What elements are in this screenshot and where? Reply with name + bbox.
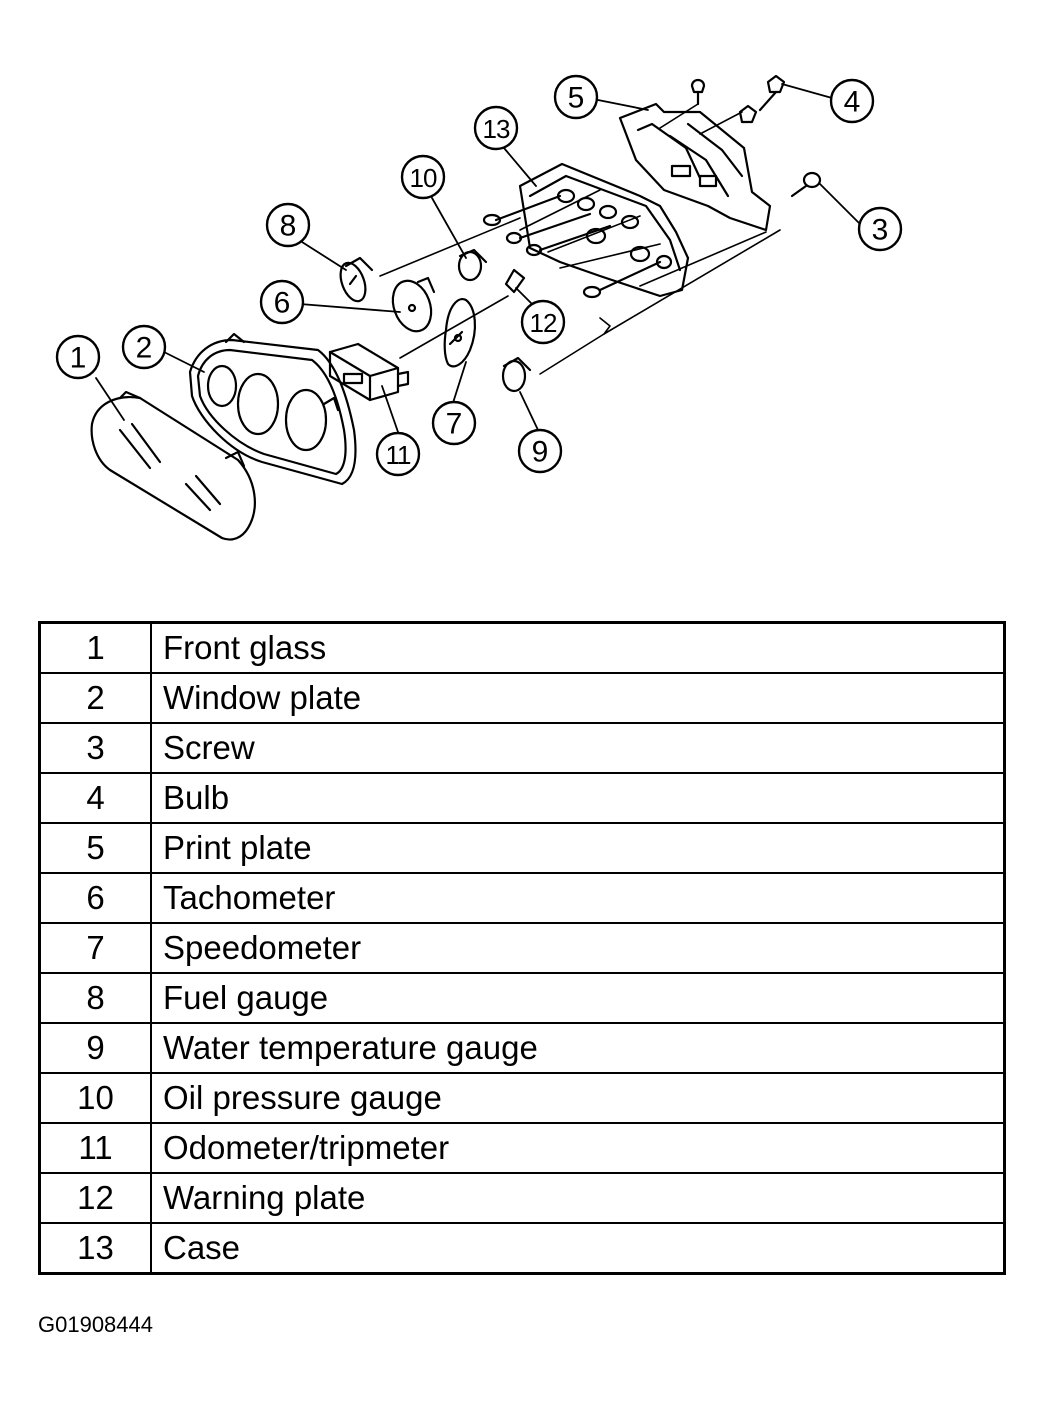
table-row [40, 773, 1005, 823]
part-name: Water temperature gauge [151, 1023, 1005, 1073]
screw-drawing [692, 80, 820, 196]
part-number: 11 [40, 1123, 152, 1173]
callout-1-label: 1 [69, 341, 87, 375]
part-name: Oil pressure gauge [151, 1073, 1005, 1123]
part-number: 9 [40, 1023, 152, 1073]
part-name: Screw [151, 723, 1005, 773]
callout-11-label: 11 [385, 440, 411, 470]
part-number: 10 [40, 1073, 152, 1123]
part-name: Warning plate [151, 1173, 1005, 1223]
part-name: Window plate [151, 673, 1005, 723]
part-name: Print plate [151, 823, 1005, 873]
table-row [40, 1223, 1005, 1274]
part-name: Fuel gauge [151, 973, 1005, 1023]
part-number: 6 [40, 873, 152, 923]
callout-9-label: 9 [531, 435, 549, 469]
part-number: 1 [40, 623, 152, 674]
speedometer-drawing [445, 299, 475, 366]
part-number: 8 [40, 973, 152, 1023]
table-row [40, 1073, 1005, 1123]
part-name: Case [151, 1223, 1005, 1274]
table-row [40, 973, 1005, 1023]
bulb-drawing [740, 76, 784, 122]
part-name: Tachometer [151, 873, 1005, 923]
table-row [40, 873, 1005, 923]
part-number: 2 [40, 673, 152, 723]
part-number: 4 [40, 773, 152, 823]
table-row [40, 623, 1005, 674]
part-name: Bulb [151, 773, 1005, 823]
odometer-drawing [330, 344, 408, 400]
table-row [40, 673, 1005, 723]
part-number: 3 [40, 723, 152, 773]
tachometer-drawing [386, 275, 438, 336]
callout-5-label: 5 [567, 81, 585, 115]
table-row [40, 1173, 1005, 1223]
part-name: Front glass [151, 623, 1005, 674]
table-row [40, 1023, 1005, 1073]
front-glass-drawing [92, 392, 255, 540]
callout-2-label: 2 [135, 331, 153, 365]
figure-code: G01908444 [38, 1312, 153, 1337]
table-row [40, 723, 1005, 773]
callout-8-label: 8 [279, 209, 297, 243]
part-number: 7 [40, 923, 152, 973]
callout-13-label: 13 [482, 114, 510, 144]
callout-4-label: 4 [843, 85, 861, 119]
callout-10-label: 10 [409, 163, 437, 193]
fuel-gauge-drawing [336, 258, 372, 305]
warning-plate-drawing [506, 270, 524, 292]
callout-12-label: 12 [529, 308, 557, 338]
callout-3-label: 3 [871, 213, 889, 247]
part-number: 12 [40, 1173, 152, 1223]
table-row [40, 923, 1005, 973]
exploded-view-diagram [0, 0, 1044, 600]
table-row [40, 823, 1005, 873]
table-row [40, 1123, 1005, 1173]
part-number: 5 [40, 823, 152, 873]
water-temp-gauge-drawing [503, 358, 530, 391]
part-number: 13 [40, 1223, 152, 1274]
callout-6-label: 6 [273, 286, 291, 320]
part-name: Speedometer [151, 923, 1005, 973]
part-name: Odometer/tripmeter [151, 1123, 1005, 1173]
parts-legend-table [38, 621, 1006, 1275]
callout-7-label: 7 [445, 407, 463, 441]
